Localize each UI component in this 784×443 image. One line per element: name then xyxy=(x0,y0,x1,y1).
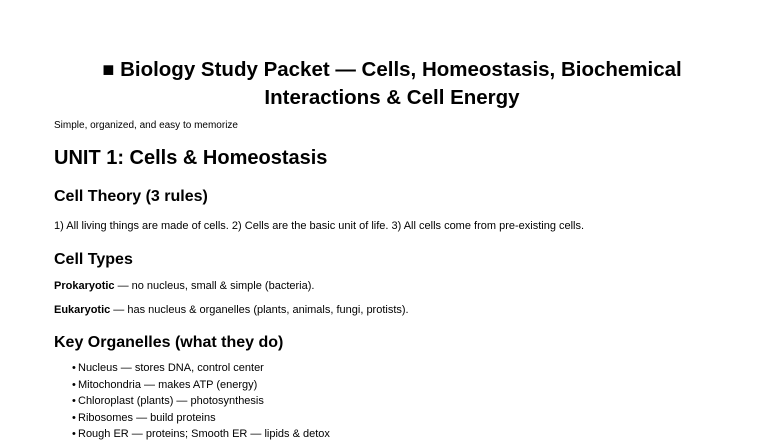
title-line-2: Interactions & Cell Energy xyxy=(264,86,520,109)
title-line-1-text: Biology Study Packet — Cells, Homeostasis, Biochemical xyxy=(120,58,682,81)
cell-type-desc: — no nucleus, small & simple (bacteria). xyxy=(114,280,315,292)
list-item xyxy=(72,393,330,410)
bullet-icon: • xyxy=(72,362,76,374)
cell-theory-text: 1) All living things are made of cells. 2) Cells are the basic unit of life. 3) All cells come from pre-existing cells. xyxy=(54,220,585,232)
list-item xyxy=(72,377,330,394)
cell-type-prokaryotic xyxy=(54,279,314,294)
cell-type-term: Eukaryotic xyxy=(54,304,111,316)
unit-heading: UNIT 1: Cells & Homeostasis xyxy=(54,147,328,169)
bullet-icon: • xyxy=(72,411,76,424)
cell-theory-heading: Cell Theory (3 rules) xyxy=(54,188,208,205)
list-item-text: Chloroplast (plants) — photosynthesis xyxy=(78,395,264,407)
document-title xyxy=(40,56,744,112)
list-item-text: Ribosomes — build proteins xyxy=(78,411,216,424)
list-item xyxy=(72,426,330,443)
cell-type-term: Prokaryotic xyxy=(54,280,115,292)
cell-types-heading: Cell Types xyxy=(54,251,133,268)
document-subtitle: Simple, organized, and easy to memorize xyxy=(54,120,238,131)
list-item xyxy=(72,360,330,377)
list-item-text: Rough ER — proteins; Smooth ER — lipids & detox xyxy=(78,428,330,440)
organelles-heading: Key Organelles (what they do) xyxy=(54,334,284,351)
bullet-icon: • xyxy=(72,395,76,407)
list-item-text: Mitochondria — makes ATP (energy) xyxy=(78,378,258,391)
black-square-icon: ■ xyxy=(102,59,115,81)
list-item xyxy=(72,410,330,427)
list-item-text: Nucleus — stores DNA, control center xyxy=(78,362,264,374)
title-line-1 xyxy=(40,56,744,84)
cell-type-eukaryotic xyxy=(54,303,409,318)
cell-type-desc: — has nucleus & organelles (plants, animals, fungi, protists). xyxy=(110,304,409,316)
organelle-list xyxy=(72,360,330,443)
bullet-icon: • xyxy=(72,428,76,440)
bullet-icon: • xyxy=(72,378,76,391)
